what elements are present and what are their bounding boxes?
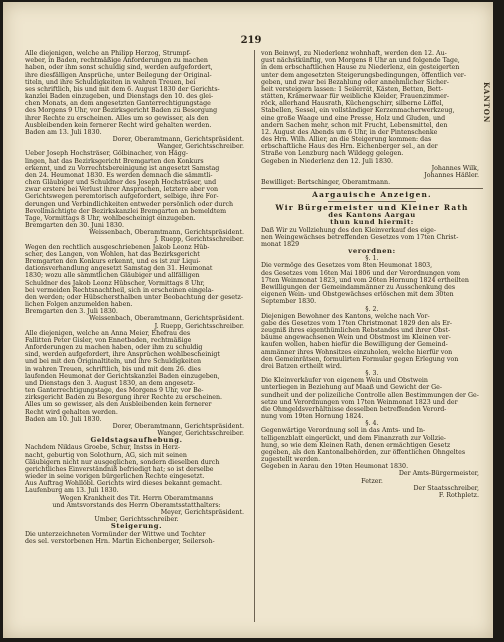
text-line: §. 1. xyxy=(365,255,379,263)
text-line: in wahren Treuen, schriftlich, bis und mit dem 26. dies xyxy=(25,365,201,373)
text-line: nung vom 19ten Hornung 1824. xyxy=(261,413,364,421)
text-line: §. 3. xyxy=(365,370,379,378)
text-line: Weissenbach, Oberamtmann, Gerichtspräsident. xyxy=(89,229,244,237)
text-line: Geldstagsaufhebung. xyxy=(90,437,183,445)
text-line: Stabellen, Sessel, ein vollständiger Kerzenmacherwerkzeug, xyxy=(261,107,455,115)
text-line: Aus Auftrag Wohllöbl. Gerichts wird dieses bekannt gemacht. xyxy=(25,480,222,488)
text-line: Fallitten Peter Gisler, von Ennetbaden, rechtmäßige xyxy=(25,336,192,344)
text-line: Der Amts-Bürgermeister, xyxy=(398,470,479,478)
text-line: eine große Waage und eine Presse, Holz und Gluden, und xyxy=(261,114,446,122)
text-line: Fetzer. xyxy=(361,477,383,485)
text-line: zwar erstere bei Verlust ihrer Ansprachen, letztere aber von xyxy=(25,186,219,194)
text-line: Recht wird gehalten werden. xyxy=(25,408,118,416)
text-line: ses schriftlich, bis und mit dem 6. August 1830 der Gerichts- xyxy=(25,85,220,93)
document-page xyxy=(3,2,493,638)
text-line: Gegeben in Aarau den 19ten Heumonat 1830. xyxy=(261,463,409,471)
text-line: Die vermöge des Gesetzes vom 8ten Heumonat 1803, xyxy=(261,262,433,270)
text-line: Ueber Joseph Hochsträser, Gölbinacher, von Hägg- xyxy=(25,150,188,158)
text-line: September 1830. xyxy=(261,298,317,306)
text-line: erkennt, und zu Vorrechtsbereinigung ist angesetzt Samstag xyxy=(25,164,220,172)
text-line: den werden; oder Hübschersthalben unter Beobachtung der gesetz- xyxy=(25,293,243,301)
text-line: Wegen Krankheit des Tit. Herrn Oberamtmanns xyxy=(59,494,214,502)
text-line: gegeben, als den Kantonalbehörden, zur öffentlichen Ohngeltes xyxy=(261,448,466,456)
text-line: kanzlei Baden einzugeben, und Dienstags den 10. des glei- xyxy=(25,93,214,101)
text-line: sind, werden aufgefordert, ihre Ansprüchen wohlbescheinigt xyxy=(25,351,220,359)
text-line: Meyer, Gerichtspräsident. xyxy=(160,509,244,516)
text-line: Diejenigen Bewohner des Kantons, welche nach Vor- xyxy=(261,312,430,320)
text-line: bei vermeiden Rechtsnachtheil, sich in erscheinen eingela- xyxy=(25,286,214,294)
text-line: ihre diesfälligen Ansprüche, unter Beilegung der Original- xyxy=(25,71,212,79)
text-line: den Gemeinrätsen, formulirten Formular gegen Erlegung von xyxy=(261,355,459,363)
text-line: in dem erbschaftlichen Hause zu Niederlenz, ein gesteigerten xyxy=(261,64,460,72)
text-line: Gegeben in Niederlenz den 12. Juli 1830. xyxy=(261,157,393,165)
text-line: nen Weingewächses betreffenden Gesetzes vom 17ten Christ- xyxy=(261,233,459,241)
text-line: weber, in Baden, rechtmäßige Anforderungen zu machen xyxy=(25,57,208,65)
text-line: Bewilligungen der Gemeindammänner zu Ausschenkung des xyxy=(261,283,456,291)
text-line: thun kund hiermit: xyxy=(330,219,414,227)
text-line: Dorer, Oberamtmann, Gerichtspräsident. xyxy=(112,136,244,144)
text-line: Wegen den rechtlich ausgeschriebenen Jakob Leonz Hüb- xyxy=(25,243,210,251)
text-line: Schuldner des Jakob Leonz Hübscher, Vormittags 8 Uhr, xyxy=(25,279,205,287)
text-line: §. 4. xyxy=(365,420,379,428)
text-line: setze und Verordnungen vom 17ten Weinmonat 1823 und der xyxy=(261,398,458,406)
text-line: 12. August des Abends um 6 Uhr, in der Pintenschenke xyxy=(261,128,438,136)
text-line: verordnen: xyxy=(348,248,396,256)
text-line: Tage, Vormittags 8 Uhr, wohlbescheinigt einzugeben. xyxy=(25,214,196,222)
text-line: titeln, und ihre Schuldigkeiten in wahren Treuen, bei xyxy=(25,78,196,86)
text-line: röck, allerhand Hausrath, Küchengschirr, silberne Löffel, xyxy=(261,100,444,108)
text-line: kaufen wollen, haben hiefür die Bewilligung der Gemeind- xyxy=(261,341,448,349)
text-line: zeugniß ihres eigenthümlichen Rebstandes und ihrer Obst- xyxy=(261,327,451,335)
text-line: Bevollmächtigte der Bezirkskanzlei Bremgarten an bemeldtem xyxy=(25,207,227,215)
text-line: ihrer Rechte zu erscheinen. Alles um so gewisser, als den xyxy=(25,114,209,122)
text-line: Gerichtswegen peremtorisch aufgefordert, selbige, ihre For- xyxy=(25,193,219,201)
text-line: chen Monats, an dem angesetzten Ganterrechtigungstage xyxy=(25,100,211,108)
text-line: Weissenbach, Oberamtmann, Gerichtspräsident. xyxy=(89,315,244,323)
text-line: und Amtsvorstands des Herrn Oberamtsstatthalters: xyxy=(52,501,221,509)
text-line: unterliegen in Beziehung auf Maaß und Gewicht der Ge- xyxy=(261,384,443,392)
right-column xyxy=(261,50,483,499)
rule-line xyxy=(261,186,483,190)
text-line: heit versteigern lassen: 1 Seilerrät, Kästen, Betten, Bett- xyxy=(261,85,443,93)
text-line: des sel. verstorbenen Hrn. Martin Eichenberger, Seilersoh- xyxy=(25,537,215,545)
text-line: Johannes Wilk, xyxy=(431,164,479,172)
text-line: des Gesetzes vom 16ten Mai 1806 und der Verordnungen vom xyxy=(261,269,461,277)
text-line: den 24. Heumonat 1830. Es werden demnach die sämmtli- xyxy=(25,171,213,179)
text-line: lichen Folgen anzumelden haben. xyxy=(25,301,133,309)
text-line: Daß Wir zu Vollziehung des den Kleinverkauf des eige- xyxy=(261,226,437,234)
text-line: stätten, Krämerwaar für weibliche Kleider, Frauenzimmer- xyxy=(261,93,449,101)
text-line: Baden am 10. Juli 1830. xyxy=(25,415,102,423)
text-line: zugestellt werden. xyxy=(261,456,321,464)
text-line: gabe des Gesetzes vom 17ten Christmonat 1829 den als Er- xyxy=(261,319,453,327)
text-line: nacht, geburtig von Solothurn, AG, sich mit seinen xyxy=(25,451,187,459)
page-number: 219 xyxy=(240,35,262,46)
text-line: eigenen Wein- und Obstgewächses erlöschen mit dem 30ten xyxy=(261,291,454,299)
text-line: 1830; wozu alle sämmtlichen Gläubiger und allfälligen xyxy=(25,272,200,280)
text-line: Gegenwärtige Verordnung soll in das Amts- und In- xyxy=(261,427,426,435)
text-line: §. 2. xyxy=(365,305,379,313)
text-line: sundheit und der polizeiliche Controlle allen Bestimmungen der Ge- xyxy=(261,391,479,399)
text-line: unter dem angesetzten Steigerungsbedingungen, öffentlich ver- xyxy=(261,71,466,79)
text-line: F. Rothpletz. xyxy=(438,491,479,499)
text-line: gerichtliches Einverständniß befriedigt hat; so ist derselbe xyxy=(25,465,214,473)
text-line: drei Batzen ertheilt wird. xyxy=(261,362,342,370)
text-line: Wir Bürgermeister und Kleiner Rath xyxy=(275,203,469,213)
text-line: hung, so wie dem Kleinen Rath, denen ermächtigen Gesetz xyxy=(261,441,451,449)
text-line: ammänner ihres Wohnsitzes einzuholen, welche hierfür von xyxy=(261,348,453,356)
text-line: erbschaftliche Haus des Hrn. Eichenberger sel., an der xyxy=(261,143,438,151)
text-line: Wanger, Gerichtsschreiber. xyxy=(157,143,244,151)
text-line: scher, des Langen, von Wohlen, hat das Bezirksgericht xyxy=(25,250,200,258)
text-line: Laufenburg am 13. Juli 1830. xyxy=(25,487,119,495)
text-line: Die Kleinverkäufer von eigenem Wein und Obstwein xyxy=(261,377,428,385)
text-line: und Dienstags den 3. August 1830, an dem angesetz- xyxy=(25,379,196,387)
text-line: des Hrn. Wilh. Allier, an die Steigerung kommen: das xyxy=(261,136,432,144)
text-line: Johannes Häßler. xyxy=(424,171,479,179)
text-line: Alle diejenigen, welche an Philipp Herzog, Strumpf- xyxy=(25,50,191,57)
text-line: Die unterzeichneten Vormünder der Wittwe und Tochter xyxy=(25,530,206,538)
text-line: Baden am 13. Juli 1830. xyxy=(25,128,102,136)
text-line: laufenden Heumonat der Gerichtskanzlei Baden einzugeben, xyxy=(25,372,220,380)
column-divider xyxy=(254,50,255,622)
text-line: Der Staatsschreiber, xyxy=(413,484,479,492)
text-line: von Beinwyl, zu Niederlenz wohnhaft, werden den 12. Au- xyxy=(261,50,447,57)
edge-label: KANTON xyxy=(482,82,491,124)
text-line: gust nächstkünftig, von Morgens 8 Uhr an und folgende Tage, xyxy=(261,57,460,65)
text-line: Dorer, Oberamtmann, Gerichtspräsident. xyxy=(112,422,244,430)
text-line: zirksgericht Baden zu Besorgung ihrer Rechte zu erscheinen. xyxy=(25,394,223,402)
text-line: Wanger, Gerichtsschreiber. xyxy=(157,430,244,438)
text-line: ten Ganterrechtigungstage, des Morgens 9 Uhr, vor Be- xyxy=(25,387,204,395)
text-line: haben, oder ihm sonst schuldig sind, werden aufgefordert, xyxy=(25,64,213,72)
text-line: Bremgarten den Konkurs erkennt, und es ist zur Liqui- xyxy=(25,257,201,265)
text-line: monat 1829 xyxy=(261,240,300,248)
rule-line xyxy=(261,199,483,203)
left-column xyxy=(25,50,248,545)
text-line: des Kantons Aargau xyxy=(328,212,416,220)
text-line: Bremgarten den 30. Juni 1830. xyxy=(25,222,124,230)
text-line: Alles um so gewisser, als den Ausbleibenden kein fernerer xyxy=(25,401,212,409)
text-line: des Morgens 9 Uhr, vor Bezirksgericht Baden zu Besorgung xyxy=(25,107,218,115)
text-line: Straße von Lenzburg nach Wildegg gelegen. xyxy=(261,150,404,158)
text-line: J. Ruepp, Gerichtsschreiber. xyxy=(154,236,244,244)
text-line: chen Gläubiger und Schuldner des Joseph Hochsträser, und xyxy=(25,179,217,187)
text-line: andern Sachen mehr, schon mit Frucht, Lebensmittel, den xyxy=(261,121,448,129)
text-line: Bewilliget: Bertschinger, Oberamtmann. xyxy=(261,179,391,187)
text-line: J. Ruepp, Gerichtsschreiber. xyxy=(154,322,244,330)
text-line: Nachdem Niklaus Groebe, Schur, Instss in Herz- xyxy=(25,444,181,452)
text-line: derungen und Verbindlichkeiten entweder persönlich oder durch xyxy=(25,200,234,208)
text-line: und bei mit den Originaltiteln, und ihre Schuldigkeiten xyxy=(25,358,202,366)
text-line: lingen, hat das Bezirksgericht Bremgarten den Konkurs xyxy=(25,157,204,165)
text-line: Aargauische Anzeigen. xyxy=(312,190,432,200)
text-line: Umber, Gerichtsschreiber. xyxy=(94,516,179,524)
text-line: Gläubigern nicht nur ausgeglichen, sondern dieselben durch xyxy=(25,458,220,466)
text-line: die Ohmgeldsverhältnisse desselben betreffenden Verord- xyxy=(261,405,447,413)
text-line: dationsverhandlung angesetzt Samstag den 31. Heumonat xyxy=(25,265,213,273)
text-line: bäume angewachsenen Wein und Obstmost im Kleinen ver- xyxy=(261,334,451,342)
text-line: Ausbleibenden kein fernerer Recht wird gehalten werden. xyxy=(25,121,212,129)
text-line: Anforderungen zu machen haben, oder ihm zu schuldig xyxy=(25,344,203,352)
text-line: 17ten Weinmonat 1823, und vom 26ten Hornung 1824 ertheilten xyxy=(261,276,469,284)
text-line: Steigerung. xyxy=(110,523,163,531)
text-line: telligenzblatt eingerückt, und dem Finanzrath zur Vollzie- xyxy=(261,434,446,442)
text-line: wieder in seine vorigen bürgerlichen Rechte eingesetzt. xyxy=(25,473,205,481)
text-line: Alle diejenigen, welche an Anna Meier, Ehefrau des xyxy=(25,329,191,337)
text-line: geben, und zwar bei Bezahlung oder annehmlicher Sicher- xyxy=(261,78,449,86)
text-line: Bremgarten den 3. Juli 1830. xyxy=(25,308,118,316)
